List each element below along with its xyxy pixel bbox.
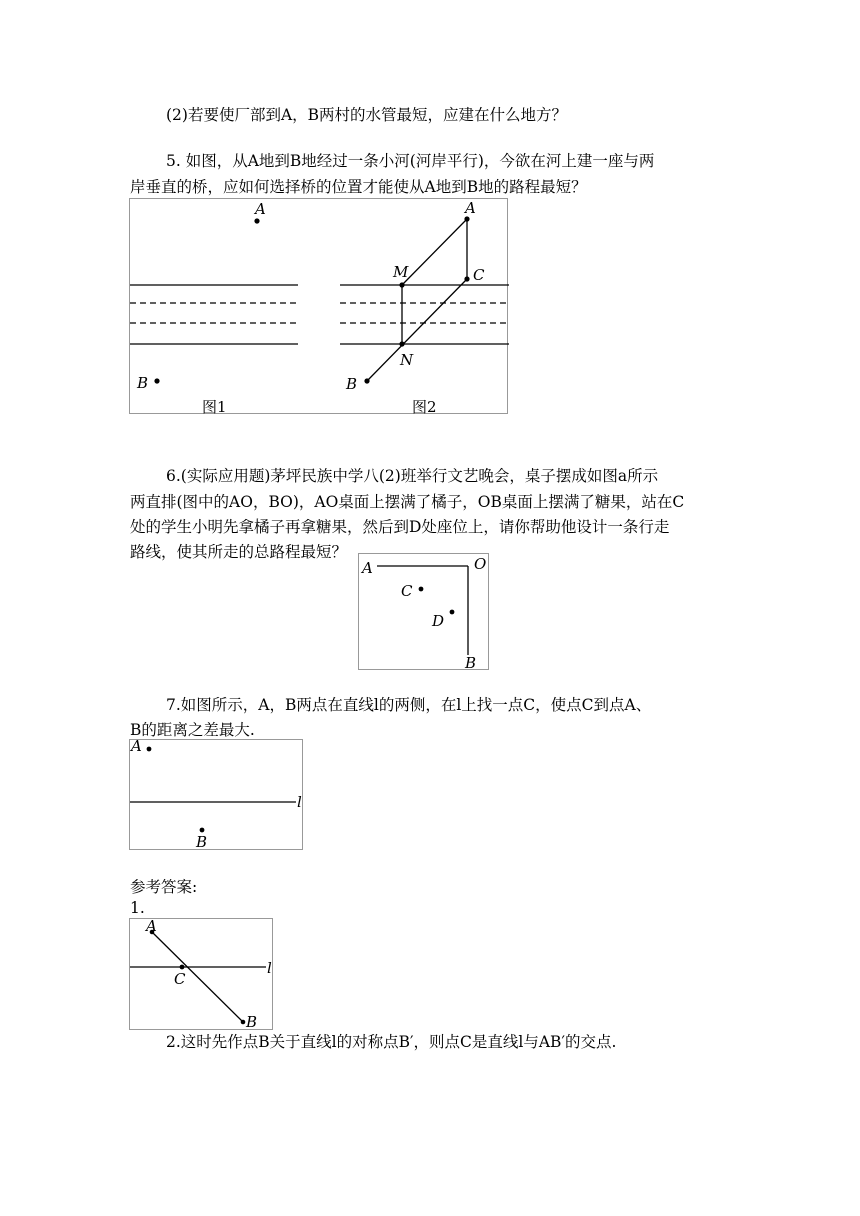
fig2-point-c [464, 276, 469, 281]
segment-ab [152, 932, 243, 1022]
point-a [147, 747, 152, 752]
label-a: A [362, 559, 373, 577]
fig2-label-m: M [393, 263, 409, 281]
label-a: A [131, 740, 142, 755]
fig2-point-b [364, 378, 369, 383]
fig2-segment-am [402, 219, 467, 285]
question-5-line-1: 5. 如图，从A地到B地经过一条小河(河岸平行)，今欲在河上建一座与两 [166, 152, 655, 170]
question-6-line-1: 6.(实际应用题)茅坪民族中学八(2)班举行文艺晚会，桌子摆成如图a所示 [166, 467, 659, 485]
fig1-caption: 图1 [202, 398, 227, 415]
point-b [241, 1020, 246, 1025]
line-points-figure [129, 739, 303, 850]
question-4-part-2: (2)若要使厂部到A，B两村的水管最短，应建在什么地方？ [166, 106, 568, 124]
label-b: B [246, 1013, 258, 1031]
fig1-point-a [254, 218, 259, 223]
label-b: B [196, 833, 208, 851]
fig2-point-n [399, 341, 404, 346]
label-o: O [474, 555, 487, 573]
table-layout-figure [358, 553, 489, 670]
fig2-point-a [464, 216, 469, 221]
bridge-figure-svg [130, 199, 509, 415]
fig2-label-n: N [400, 351, 414, 369]
answer-1-number: 1. [130, 899, 145, 917]
question-6-line-4: 路线，使其所走的总路程最短？ [130, 543, 348, 561]
fig2-label-c: C [473, 266, 485, 284]
fig2-caption: 图2 [412, 398, 437, 415]
table-layout-svg [359, 554, 490, 671]
label-b: B [465, 654, 477, 671]
point-c [180, 965, 185, 970]
point-b [200, 828, 205, 833]
question-7-line-1: 7.如图所示，A，B两点在直线l的两侧，在l上找一点C，使点C到点A、 [166, 696, 652, 714]
label-l: l [297, 793, 302, 811]
question-6-line-3: 处的学生小明先拿橘子再拿糖果，然后到D处座位上，请你帮助他设计一条行走 [130, 518, 670, 536]
fig1-label-a: A [255, 200, 266, 218]
bridge-figure [129, 198, 508, 414]
answer-1-svg [130, 919, 274, 1031]
fig1-point-b [154, 378, 159, 383]
answer-1-figure [129, 918, 273, 1030]
point-c [419, 587, 424, 592]
fig2-label-b: B [346, 375, 358, 393]
label-a: A [146, 919, 157, 935]
fig2-point-m [399, 282, 404, 287]
label-l: l [267, 959, 272, 977]
answers-heading: 参考答案: [130, 878, 198, 896]
label-d: D [432, 612, 445, 630]
label-c: C [401, 582, 413, 600]
answer-2: 2.这时先作点B关于直线l的对称点B′，则点C是直线l与AB′的交点. [166, 1033, 617, 1051]
question-5-line-2: 岸垂直的桥，应如何选择桥的位置才能使从A地到B地的路程最短？ [130, 178, 587, 196]
fig2-label-a: A [465, 199, 476, 217]
point-d [450, 610, 455, 615]
line-points-svg [130, 740, 304, 851]
fig1-label-b: B [137, 374, 149, 392]
question-7-line-2: B的距离之差最大. [130, 721, 255, 739]
fig2-segment-cb [367, 279, 467, 381]
question-6-line-2: 两直排(图中的AO，BO)，AO桌面上摆满了橘子，OB桌面上摆满了糖果，站在C [130, 493, 685, 511]
label-c: C [174, 970, 186, 988]
